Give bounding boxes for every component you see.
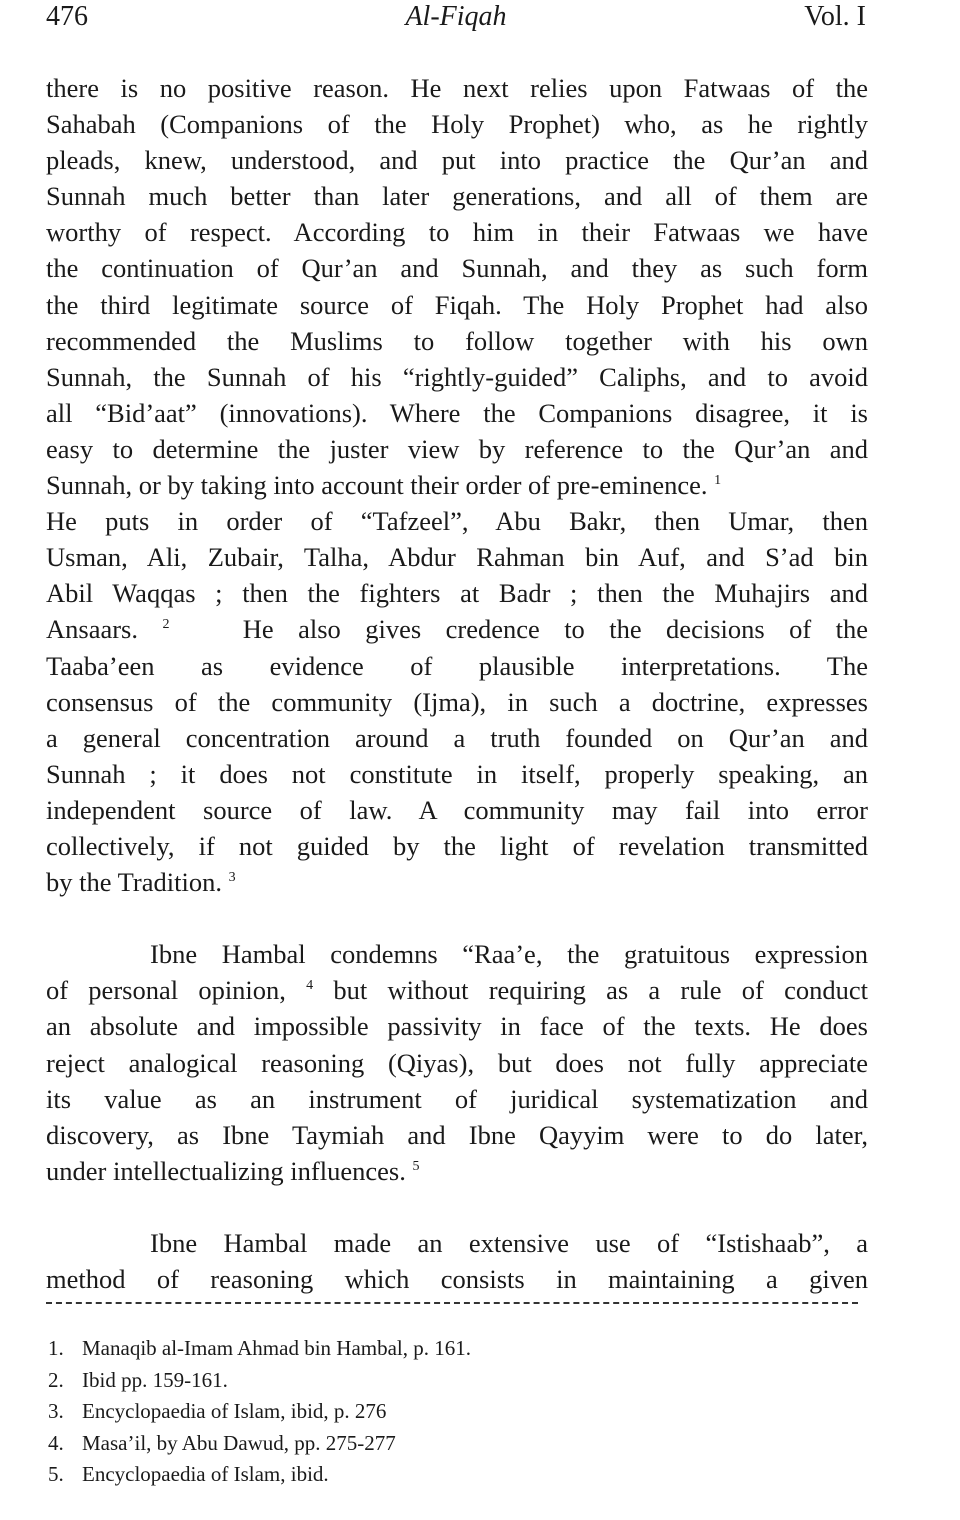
footnote-number: 3.	[48, 1399, 64, 1423]
footnote-text: Encyclopaedia of Islam, ibid.	[82, 1462, 329, 1486]
text-line: Sunnah, the Sunnah of his “rightly-guided” Caliphs, and to avoid	[46, 361, 868, 392]
text-line: the third legitimate source of Fiqah. The Holy Prophet had also	[46, 289, 868, 320]
text-line: Usman, Ali, Zubair, Talha, Abdur Rahman bin Auf, and S’ad bin	[46, 542, 868, 573]
text-line: Ibne Hambal made an extensive use of “Istishaab”, a	[150, 1228, 868, 1258]
footnote	[48, 1428, 848, 1460]
footnote-number: 1.	[48, 1336, 64, 1360]
footnote-number: 5.	[48, 1462, 64, 1486]
volume-label: Vol. I	[804, 1, 866, 32]
footnote-ref-5: 5	[412, 1158, 420, 1174]
text-line: there is no positive reason. He next relies upon Fatwaas of the	[46, 73, 868, 103]
body-text	[46, 70, 868, 1297]
footnote	[48, 1365, 848, 1397]
line-text: of personal opinion,	[46, 975, 286, 1006]
text-line	[46, 864, 868, 900]
footnote-ref-3: 3	[228, 870, 236, 886]
line-text: He also gives credence to the decisions of the	[242, 614, 869, 645]
footnote-number: 2.	[48, 1367, 64, 1392]
line-text: Sunnah, or by taking into account their order of pre-eminence.	[46, 470, 708, 501]
footnote	[48, 1333, 848, 1365]
footnote-ref-2: 2	[162, 617, 170, 633]
text-line: reject analogical reasoning (Qiyas), but does not fully appreciate	[46, 1047, 868, 1078]
footnote-text: Ibid pp. 159-161.	[82, 1367, 228, 1392]
text-line	[46, 972, 868, 1008]
text-line: Sunnah much better than later generations, and all of them are	[46, 181, 868, 212]
footnote-ref-4: 4	[306, 978, 314, 994]
footnote	[48, 1459, 848, 1491]
text-line: worthy of respect. According to him in their Fatwaas we have	[46, 217, 868, 248]
text-line: He puts in order of “Tafzeel”, Abu Bakr, then Umar, then	[46, 506, 868, 537]
text-line: Abil Waqqas ; then the fighters at Badr ; then the Muhajirs and	[46, 578, 868, 609]
footnote-text: Manaqib al-Imam Ahmad bin Hambal, p. 161.	[82, 1336, 472, 1360]
text-line: Taaba’een as evidence of plausible interpretations. The	[46, 650, 868, 681]
text-line: all “Bid’aat” (innovations). Where the Companions disagree, it is	[46, 397, 868, 428]
text-line: Sahabah (Companions of the Holy Prophet) who, as he rightly	[46, 109, 868, 140]
footnote-ref-1: 1	[714, 473, 722, 489]
text-line: recommended the Muslims to follow together with his own	[46, 325, 868, 356]
book-title: Al-Fiqah	[405, 1, 507, 32]
running-header	[46, 0, 866, 40]
text-line: easy to determine the juster view by reference to the Qur’an and	[46, 433, 868, 464]
text-line	[46, 1153, 868, 1189]
line-text: by the Tradition.	[46, 867, 222, 898]
footnote-text: Masa’il, by Abu Dawud, pp. 275-277	[82, 1430, 396, 1455]
line-text: under intellectualizing influences.	[46, 1155, 406, 1186]
text-line: Sunnah ; it does not constitute in itself, properly speaking, an	[46, 758, 868, 789]
footnote-text: Encyclopaedia of Islam, ibid, p. 276	[82, 1399, 387, 1423]
footnote-separator	[46, 1302, 858, 1304]
text-line: an absolute and impossible passivity in face of the texts. He does	[46, 1011, 868, 1042]
text-line: pleads, knew, understood, and put into practice the Qur’an and	[46, 145, 868, 176]
footnote-number: 4.	[48, 1430, 64, 1455]
text-line: consensus of the community (Ijma), in such a doctrine, expresses	[46, 686, 868, 717]
text-line: a general concentration around a truth founded on Qur’an and	[46, 722, 868, 753]
text-line: independent source of law. A community may fail into error	[46, 794, 868, 825]
text-line: method of reasoning which consists in maintaining a given	[46, 1264, 868, 1295]
text-line: Ibne Hambal condemns “Raa’e, the gratuitous expression	[150, 939, 868, 970]
text-line: the continuation of Qur’an and Sunnah, and they as such form	[46, 253, 868, 284]
footnotes	[48, 1333, 848, 1491]
page-number: 476	[46, 1, 88, 32]
line-text: Ansaars.	[46, 614, 138, 645]
text-line	[46, 467, 868, 503]
text-line	[46, 611, 868, 647]
text-line: collectively, if not guided by the light of revelation transmitted	[46, 830, 868, 861]
footnote	[48, 1396, 848, 1428]
line-text: but without requiring as a rule of conduct	[333, 975, 868, 1006]
text-line: its value as an instrument of juridical systematization and	[46, 1083, 868, 1114]
text-line: discovery, as Ibne Taymiah and Ibne Qayyim were to do later,	[46, 1119, 868, 1150]
